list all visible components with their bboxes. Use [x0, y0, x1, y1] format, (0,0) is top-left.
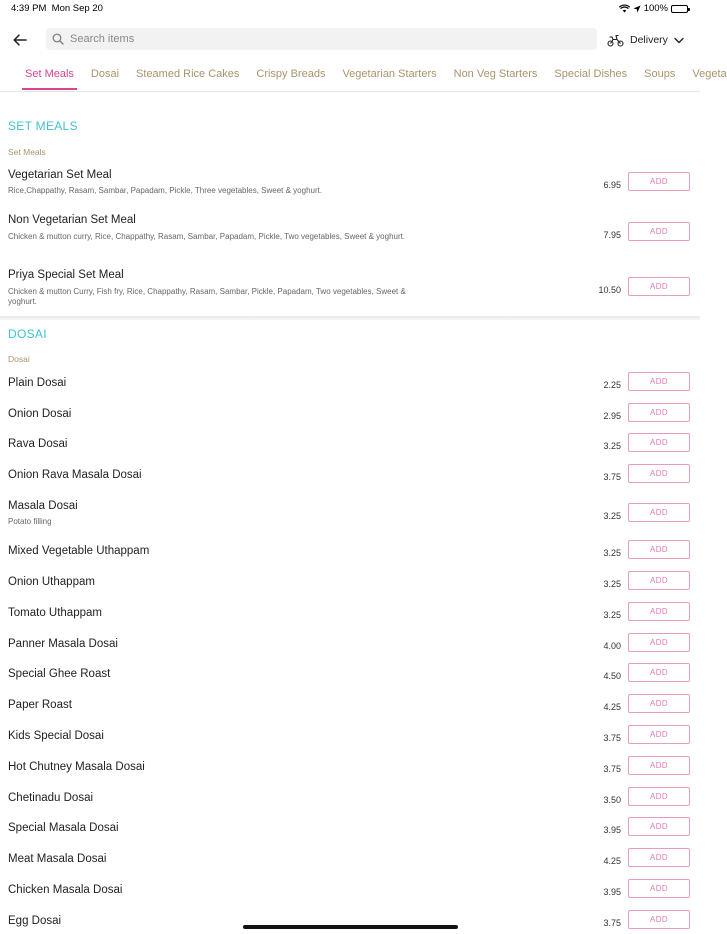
- tab-soups[interactable]: Soups: [644, 68, 676, 80]
- status-indicators: [619, 3, 688, 14]
- add-button[interactable]: ADD: [628, 848, 690, 867]
- status-bar: [0, 0, 700, 18]
- item-name: Hot Chutney Masala Dosai: [8, 761, 145, 773]
- top-bar: [0, 28, 700, 52]
- location-arrow-icon: [633, 5, 641, 13]
- item-price: 3.75: [603, 733, 621, 743]
- item-price: 3.75: [603, 764, 621, 774]
- add-button[interactable]: ADD: [628, 540, 690, 559]
- add-button[interactable]: ADD: [628, 277, 690, 296]
- item-price: 3.95: [603, 887, 621, 897]
- add-button[interactable]: ADD: [628, 372, 690, 391]
- item-price: 4.50: [603, 671, 621, 681]
- add-button[interactable]: ADD: [628, 756, 690, 775]
- tab-vegetarian-starters[interactable]: Vegetarian Starters: [342, 68, 437, 80]
- add-button[interactable]: ADD: [628, 633, 690, 652]
- add-button[interactable]: ADD: [628, 602, 690, 621]
- status-time: 4:39 PM Mon Sep 20: [11, 3, 103, 14]
- item-name: Masala Dosai: [8, 500, 78, 512]
- item-name: Special Ghee Roast: [8, 668, 111, 680]
- chevron-down-icon: [674, 37, 684, 44]
- item-name: Mixed Vegetable Uthappam: [8, 545, 150, 557]
- item-description: Chicken & mutton Curry, Fish fry, Rice, Chappathy, Rasam, Sambar, Pickle, Papadam, Two vegetables, Sweet & yoghurt.: [8, 287, 406, 306]
- item-price: 3.75: [603, 918, 621, 928]
- item-price: 10.50: [598, 285, 621, 295]
- item-price: 2.95: [603, 411, 621, 421]
- item-price: 3.75: [603, 472, 621, 482]
- tab-steamed-rice-cakes[interactable]: Steamed Rice Cakes: [136, 68, 240, 80]
- item-price: 3.50: [603, 795, 621, 805]
- item-name: Chetinadu Dosai: [8, 792, 94, 804]
- delivery-selector[interactable]: [607, 30, 684, 50]
- item-description: Rice,Chappathy, Rasam, Sambar, Papadam, Pickle, Three vegetables, Sweet & yoghurt.: [8, 186, 323, 195]
- tab-set-meals[interactable]: Set Meals: [25, 68, 74, 90]
- add-button[interactable]: ADD: [628, 787, 690, 806]
- add-button[interactable]: ADD: [628, 172, 690, 191]
- item-price: 3.25: [603, 441, 621, 451]
- add-button[interactable]: ADD: [628, 503, 690, 522]
- item-price: 3.25: [603, 511, 621, 521]
- item-name: Plain Dosai: [8, 377, 67, 389]
- item-price: 2.25: [603, 380, 621, 390]
- add-button[interactable]: ADD: [628, 725, 690, 744]
- search-bar[interactable]: [46, 28, 597, 50]
- item-name: Panner Masala Dosai: [8, 638, 118, 650]
- item-price: 4.00: [603, 641, 621, 651]
- section-title: DOSAI: [8, 327, 47, 341]
- back-arrow-icon: [13, 34, 27, 46]
- item-name: Paper Roast: [8, 699, 72, 711]
- add-button[interactable]: ADD: [628, 817, 690, 836]
- tab-non-veg-starters[interactable]: Non Veg Starters: [453, 68, 538, 80]
- item-price: 7.95: [603, 230, 621, 240]
- item-name: Chicken Masala Dosai: [8, 884, 123, 896]
- category-tabs: [0, 62, 727, 92]
- item-name: Kids Special Dosai: [8, 730, 104, 742]
- item-price: 3.25: [603, 548, 621, 558]
- section-divider: [0, 316, 700, 320]
- section-subtitle: Dosai: [8, 354, 30, 364]
- wifi-icon: [619, 5, 630, 13]
- search-icon: [52, 33, 64, 45]
- item-price: 3.95: [603, 825, 621, 835]
- back-button[interactable]: [10, 30, 30, 50]
- tab-special-dishes[interactable]: Special Dishes: [554, 68, 628, 80]
- item-description: Chicken & mutton curry, Rice, Chappathy, Rasam, Sambar, Papadam, Pickle, Two vegetables, Sweet & yoghurt.: [8, 232, 406, 241]
- add-button[interactable]: ADD: [628, 910, 690, 929]
- item-name: Meat Masala Dosai: [8, 853, 107, 865]
- item-name: Tomato Uthappam: [8, 607, 102, 619]
- item-name: Onion Rava Masala Dosai: [8, 469, 142, 481]
- item-name: Non Vegetarian Set Meal: [8, 214, 136, 226]
- add-button[interactable]: ADD: [628, 464, 690, 483]
- item-price: 6.95: [603, 180, 621, 190]
- scooter-icon: [607, 34, 624, 47]
- tab-crispy-breads[interactable]: Crispy Breads: [256, 68, 326, 80]
- item-name: Egg Dosai: [8, 915, 62, 927]
- search-input[interactable]: [68, 32, 572, 46]
- section-subtitle: Set Meals: [8, 147, 46, 157]
- add-button[interactable]: ADD: [628, 571, 690, 590]
- item-description: Potato filling: [8, 517, 52, 526]
- item-name: Vegetarian Set Meal: [8, 169, 112, 181]
- item-name: Rava Dosai: [8, 438, 68, 450]
- add-button[interactable]: ADD: [628, 222, 690, 241]
- add-button[interactable]: ADD: [628, 433, 690, 452]
- item-name: Priya Special Set Meal: [8, 269, 124, 281]
- battery-percent: 100%: [643, 3, 668, 14]
- add-button[interactable]: ADD: [628, 403, 690, 422]
- item-price: 3.25: [603, 610, 621, 620]
- tab-vegeta[interactable]: Vegeta: [692, 68, 727, 80]
- tab-dosai[interactable]: Dosai: [90, 68, 120, 80]
- add-button[interactable]: ADD: [628, 663, 690, 682]
- item-price: 4.25: [603, 856, 621, 866]
- item-price: 3.25: [603, 579, 621, 589]
- item-name: Onion Dosai: [8, 408, 72, 420]
- delivery-label: Delivery: [630, 34, 668, 46]
- item-price: 4.25: [603, 702, 621, 712]
- item-name: Onion Uthappam: [8, 576, 95, 588]
- home-indicator: [243, 925, 458, 929]
- add-button[interactable]: ADD: [628, 694, 690, 713]
- battery-icon: [671, 5, 688, 13]
- section-title: SET MEALS: [8, 119, 78, 133]
- item-name: Special Masala Dosai: [8, 822, 119, 834]
- add-button[interactable]: ADD: [628, 879, 690, 898]
